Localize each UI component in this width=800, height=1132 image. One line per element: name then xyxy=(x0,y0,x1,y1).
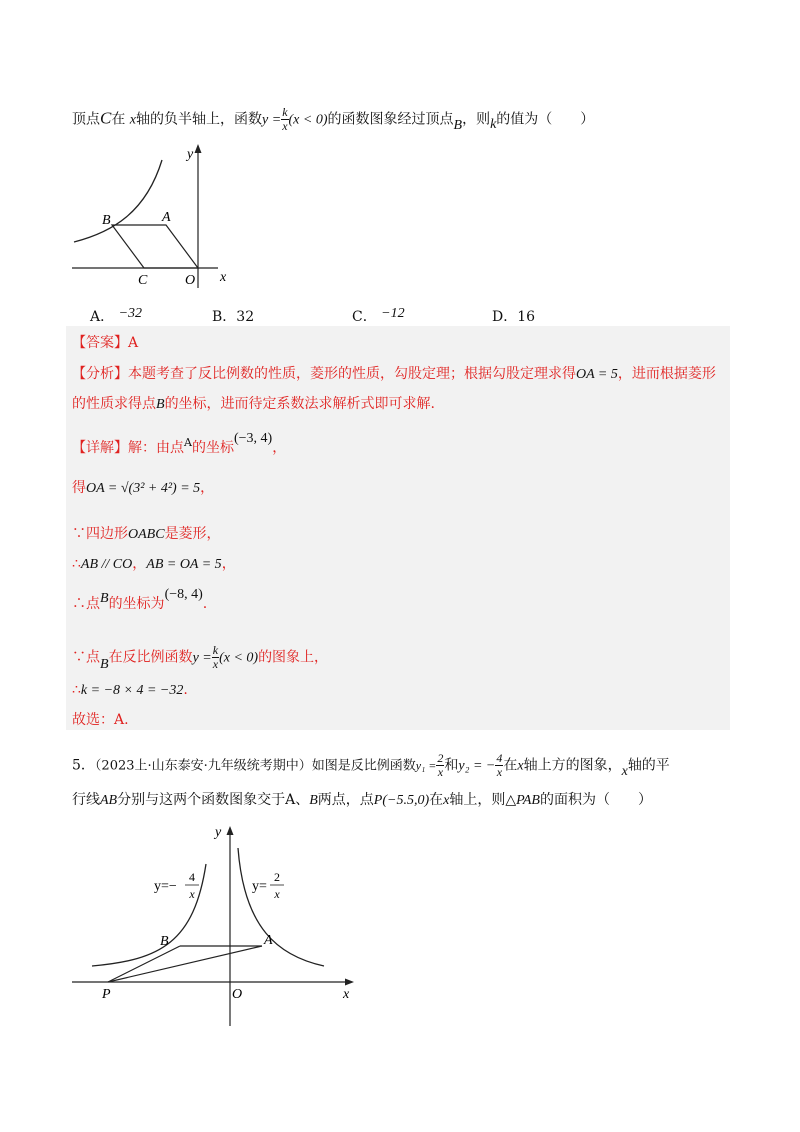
frac-den: x xyxy=(496,765,503,779)
step-7 xyxy=(72,680,188,701)
detail-text: ， xyxy=(272,440,287,456)
q5-text: 的面积为（ ） xyxy=(539,792,652,808)
step-2 xyxy=(72,478,214,499)
q5-x-arrow-icon xyxy=(345,979,354,986)
option-value: −32 xyxy=(118,306,143,321)
step-math: AB = OA = 5 xyxy=(146,557,222,572)
q5-segment-ab: AB xyxy=(100,793,118,808)
frac-num: 4 xyxy=(496,751,503,765)
q5-y2: y₂ = − xyxy=(458,758,496,774)
q5-text: 两点，点 xyxy=(317,792,374,808)
q4-hyperbola xyxy=(74,160,162,242)
q5-triangle: △PAB xyxy=(505,793,540,808)
final-text: 故选：A. xyxy=(72,712,129,728)
option-value: −12 xyxy=(381,306,405,321)
answer-line xyxy=(72,333,138,353)
step-6 xyxy=(72,644,328,671)
q4-func-cond: (x < 0) xyxy=(288,112,328,128)
detail-text: 解：由点 xyxy=(128,440,184,456)
step-text: ∴ xyxy=(72,682,81,698)
q5-axis-x: x xyxy=(443,793,450,808)
option-letter: B． xyxy=(212,309,237,325)
q4-frac-num: k xyxy=(282,105,288,119)
step-frac-den: x xyxy=(212,657,219,671)
step-text: ∴ xyxy=(72,556,81,572)
q4-point-b: B xyxy=(453,117,463,133)
q5-curve-left-den: x xyxy=(189,887,195,901)
q4-rhombus xyxy=(112,225,198,268)
q4-label-o: O xyxy=(185,273,196,288)
option-letter: D． xyxy=(492,309,518,325)
step-text: 得 xyxy=(72,480,86,496)
q5-label-y: y xyxy=(215,825,222,840)
q4-option-d[interactable] xyxy=(492,306,535,326)
step-cond: (x < 0) xyxy=(219,650,259,666)
step-frac-num: k xyxy=(212,643,219,657)
q4-option-c[interactable] xyxy=(352,306,405,326)
q4-stem-text: 的函数图象经过顶点 xyxy=(327,111,454,128)
q4-label-a: A xyxy=(162,210,171,225)
step-3 xyxy=(72,524,221,545)
analysis-point-b: B xyxy=(156,397,165,412)
q5-axis-x: x xyxy=(517,758,524,774)
q4-option-b[interactable] xyxy=(212,306,254,326)
step-5 xyxy=(72,587,208,615)
q4-axis-x: x xyxy=(129,112,137,128)
option-value: 16 xyxy=(517,309,536,325)
step-text: 的坐标为 xyxy=(108,596,165,612)
q4-label-c: C xyxy=(138,273,148,288)
option-value: 32 xyxy=(236,309,255,325)
step-text: . xyxy=(183,682,188,698)
q5-text: 轴上方的图象， xyxy=(523,757,622,774)
q4-stem-text: 轴的负半轴上，函数 xyxy=(136,111,263,128)
step-4 xyxy=(72,554,236,575)
q5-label-x: x xyxy=(343,987,350,1002)
q4-func-y: y = xyxy=(262,112,282,128)
q5-source: （2023上·山东泰安·九年级统考期中）如图是反比例函数 xyxy=(94,758,416,774)
q4-stem-text: ，则 xyxy=(462,111,491,128)
detail-line-1 xyxy=(72,431,287,459)
q5-label-b: B xyxy=(160,934,169,949)
q4-stem-text: 在 xyxy=(111,111,126,128)
q5-segment-pa xyxy=(108,946,262,982)
q5-text: 在 xyxy=(503,757,518,774)
detail-tag: 【详解】 xyxy=(72,440,128,456)
q5-stem-line-2 xyxy=(72,790,652,811)
q4-stem xyxy=(72,106,594,133)
step-point-b: B xyxy=(100,656,109,672)
q5-text: 和 xyxy=(444,757,459,774)
q5-text: 分别与这两个函数图象交于 xyxy=(117,792,286,808)
step-text: ， xyxy=(132,556,147,572)
q5-curve-left-label: y=− xyxy=(154,879,177,894)
q5-label-o: O xyxy=(232,987,243,1002)
q5-text: 轴的平 xyxy=(627,757,670,774)
detail-coord-a: (−3, 4) xyxy=(233,431,273,446)
step-fraction xyxy=(212,644,219,671)
step-text: 的图象上， xyxy=(258,649,329,666)
answer-tag: 【答案】 xyxy=(72,335,128,351)
q5-point-p: P(−5.5,0) xyxy=(373,793,430,808)
step-text: ∵四边形 xyxy=(72,526,128,542)
step-math: AB // CO xyxy=(80,557,133,572)
analysis-text: ，进而根据菱形 xyxy=(617,366,716,382)
q5-text: 、 xyxy=(295,792,310,808)
final-choice xyxy=(72,710,129,730)
q5-label-p: P xyxy=(102,987,111,1002)
step-func: y = xyxy=(192,650,212,666)
q4-fraction xyxy=(281,106,288,133)
analysis-text: 本题考查了反比例数的性质，菱形的性质，勾股定理；根据勾股定理求得 xyxy=(128,366,576,382)
q4-point-c: C xyxy=(100,108,112,128)
frac-den: x xyxy=(437,765,444,779)
step-math: OA = √(3² + 4²) = 5 xyxy=(86,481,201,496)
step-text: ∴点 xyxy=(72,596,100,612)
analysis-text: 的性质求得点 xyxy=(72,396,156,412)
detail-text: 的坐标 xyxy=(191,440,234,456)
q5-figure xyxy=(66,818,366,1030)
q4-label-x: x xyxy=(220,270,227,285)
q5-axis-x: x xyxy=(621,763,628,779)
step-math: k = −8 × 4 = −32 xyxy=(80,683,184,698)
option-letter: C． xyxy=(352,309,377,325)
analysis-text: 的坐标，进而待定系数法求解析式即可求解. xyxy=(164,396,436,412)
q5-text: 行线 xyxy=(72,792,100,808)
analysis-line-2 xyxy=(72,394,435,415)
q5-y-arrow-icon xyxy=(227,826,234,835)
detail-point-a: A xyxy=(184,436,192,449)
q5-curve-left-num: 4 xyxy=(189,870,195,884)
analysis-line-1 xyxy=(72,364,716,385)
option-letter: A． xyxy=(90,309,115,325)
frac-num: 2 xyxy=(437,751,444,765)
q4-stem-text: 顶点 xyxy=(72,111,100,128)
q4-var-k: k xyxy=(490,116,497,132)
answer-value: A xyxy=(128,335,139,351)
q5-point-b: B xyxy=(309,793,318,808)
q4-label-b: B xyxy=(102,213,111,228)
q4-stem-text: 的值为（ ） xyxy=(496,111,595,128)
q5-text: 在 xyxy=(429,792,444,808)
q5-curve-right-num: 2 xyxy=(274,870,280,884)
step-point-b: B xyxy=(100,591,109,606)
q4-figure xyxy=(68,140,228,290)
analysis-tag: 【分析】 xyxy=(72,366,128,382)
step-text: 在反比例函数 xyxy=(108,649,193,666)
step-math: OABC xyxy=(128,527,165,542)
step-text: ， xyxy=(221,556,236,572)
q5-text: 轴上，则 xyxy=(449,792,506,808)
q4-label-y: y xyxy=(187,147,194,162)
q5-curve-right-den: x xyxy=(274,887,280,901)
analysis-math: OA = 5 xyxy=(576,367,618,382)
q5-point-a: A xyxy=(285,792,296,808)
step-coord-b: (−8, 4) xyxy=(164,587,203,602)
step-text: 是菱形， xyxy=(164,526,221,542)
q5-segment-pb xyxy=(108,946,180,982)
q5-number: 5． xyxy=(72,757,95,774)
q5-stem-line-1 xyxy=(72,752,670,779)
q4-option-a[interactable] xyxy=(90,306,142,326)
q5-y1: y₁ = xyxy=(415,758,437,773)
q4-frac-den: x xyxy=(282,119,288,133)
q5-curve-right-label: y= xyxy=(252,879,267,894)
step-text: ∵点 xyxy=(72,649,100,666)
step-text: ， xyxy=(200,480,215,496)
q4-y-arrow-icon xyxy=(195,144,202,153)
q5-label-a: A xyxy=(264,933,273,948)
step-text: . xyxy=(202,596,208,612)
